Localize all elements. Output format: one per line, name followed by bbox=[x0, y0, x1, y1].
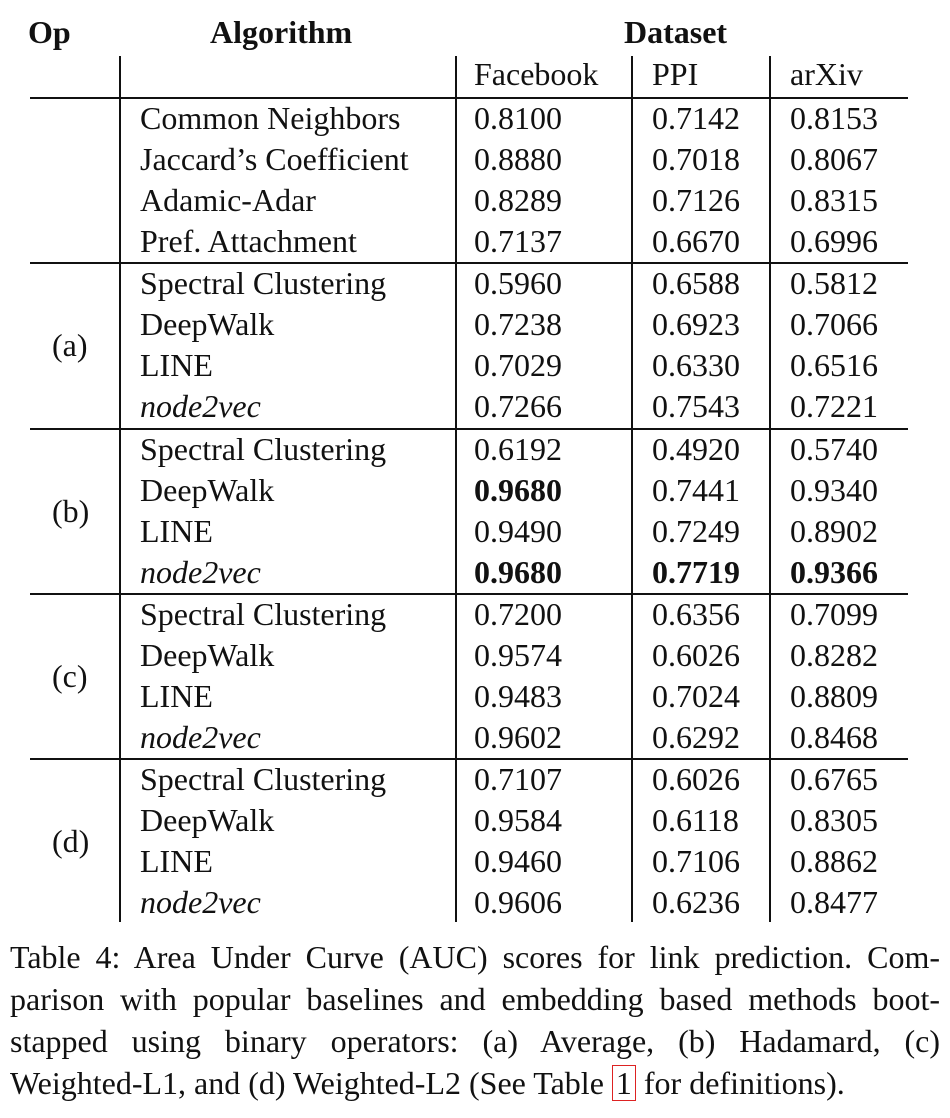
value-cell: 0.7719 bbox=[652, 554, 740, 590]
value-cell: 0.7238 bbox=[474, 306, 562, 342]
algorithm-cell: LINE bbox=[140, 513, 213, 549]
algorithm-cell: Adamic-Adar bbox=[140, 182, 316, 218]
value-cell: 0.9680 bbox=[474, 554, 562, 590]
algorithm-cell: Spectral Clustering bbox=[140, 265, 387, 301]
header-dataset: Dataset bbox=[624, 14, 728, 50]
value-cell: 0.8282 bbox=[790, 637, 878, 673]
value-cell: 0.7200 bbox=[474, 596, 562, 632]
value-cell: 0.9680 bbox=[474, 472, 562, 508]
value-cell: 0.7249 bbox=[652, 513, 740, 549]
algorithm-cell: Jaccard’s Coefficient bbox=[140, 141, 409, 177]
caption-line-2: parison with popular baselines and embedding based methods boot- bbox=[10, 981, 940, 1017]
value-cell: 0.9584 bbox=[474, 802, 562, 838]
algorithm-cell: node2vec bbox=[140, 388, 261, 424]
value-cell: 0.9366 bbox=[790, 554, 878, 590]
value-cell: 0.7221 bbox=[790, 388, 878, 424]
value-cell: 0.8809 bbox=[790, 678, 878, 714]
value-cell: 0.9460 bbox=[474, 843, 562, 879]
value-cell: 0.6118 bbox=[652, 802, 739, 838]
algorithm-cell: node2vec bbox=[140, 554, 261, 590]
header-op: Op bbox=[28, 14, 71, 50]
value-cell: 0.9602 bbox=[474, 719, 562, 755]
value-cell: 0.7137 bbox=[474, 223, 562, 259]
op-label: (a) bbox=[52, 326, 88, 363]
value-cell: 0.6996 bbox=[790, 223, 878, 259]
algorithm-cell: Spectral Clustering bbox=[140, 761, 387, 797]
value-cell: 0.6026 bbox=[652, 637, 740, 673]
algorithm-cell: DeepWalk bbox=[140, 802, 275, 838]
value-cell: 0.6356 bbox=[652, 596, 740, 632]
algorithm-cell: DeepWalk bbox=[140, 306, 275, 342]
algorithm-cell: Spectral Clustering bbox=[140, 596, 387, 632]
caption-line-4-start: Weighted-L1, and (d) Weighted-L2 (See Table bbox=[10, 1065, 612, 1101]
value-cell: 0.6026 bbox=[652, 761, 740, 797]
value-cell: 0.6516 bbox=[790, 347, 878, 383]
caption-line-3: stapped using binary operators: (a) Average, (b) Hadamard, (c) bbox=[10, 1023, 940, 1059]
value-cell: 0.6765 bbox=[790, 761, 878, 797]
op-label: (b) bbox=[52, 492, 90, 529]
algorithm-cell: LINE bbox=[140, 843, 213, 879]
value-cell: 0.7441 bbox=[652, 472, 740, 508]
value-cell: 0.8305 bbox=[790, 802, 878, 838]
column-divider-ppi bbox=[769, 56, 771, 922]
value-cell: 0.7142 bbox=[652, 100, 740, 136]
header-arxiv: arXiv bbox=[790, 56, 863, 92]
value-cell: 0.9340 bbox=[790, 472, 878, 508]
table-reference-link[interactable]: 1 bbox=[612, 1065, 636, 1101]
value-cell: 0.7543 bbox=[652, 388, 740, 424]
value-cell: 0.8100 bbox=[474, 100, 562, 136]
value-cell: 0.7024 bbox=[652, 678, 740, 714]
value-cell: 0.5960 bbox=[474, 265, 562, 301]
value-cell: 0.6923 bbox=[652, 306, 740, 342]
value-cell: 0.9606 bbox=[474, 884, 562, 920]
value-cell: 0.6588 bbox=[652, 265, 740, 301]
value-cell: 0.9490 bbox=[474, 513, 562, 549]
column-divider-op bbox=[119, 56, 121, 922]
value-cell: 0.7266 bbox=[474, 388, 562, 424]
caption-line-4 bbox=[10, 1062, 940, 1104]
caption-line-1: Table 4: Area Under Curve (AUC) scores for link prediction. Com- bbox=[10, 939, 940, 975]
value-cell: 0.5812 bbox=[790, 265, 878, 301]
value-cell: 0.8315 bbox=[790, 182, 878, 218]
header-algorithm: Algorithm bbox=[210, 14, 353, 50]
caption-line-4-end: for definitions). bbox=[635, 1065, 845, 1101]
value-cell: 0.7126 bbox=[652, 182, 740, 218]
value-cell: 0.6292 bbox=[652, 719, 740, 755]
op-label: (d) bbox=[52, 822, 90, 859]
column-divider-algorithm bbox=[455, 56, 457, 922]
algorithm-cell: Spectral Clustering bbox=[140, 431, 387, 467]
value-cell: 0.6192 bbox=[474, 431, 562, 467]
column-divider-facebook bbox=[631, 56, 633, 922]
value-cell: 0.7106 bbox=[652, 843, 740, 879]
algorithm-cell: Common Neighbors bbox=[140, 100, 401, 136]
algorithm-cell: DeepWalk bbox=[140, 472, 275, 508]
value-cell: 0.8067 bbox=[790, 141, 878, 177]
header-ppi: PPI bbox=[652, 56, 699, 92]
value-cell: 0.6330 bbox=[652, 347, 740, 383]
value-cell: 0.7066 bbox=[790, 306, 878, 342]
value-cell: 0.8862 bbox=[790, 843, 878, 879]
value-cell: 0.6670 bbox=[652, 223, 740, 259]
value-cell: 0.7029 bbox=[474, 347, 562, 383]
value-cell: 0.4920 bbox=[652, 431, 740, 467]
value-cell: 0.8477 bbox=[790, 884, 878, 920]
algorithm-cell: node2vec bbox=[140, 884, 261, 920]
value-cell: 0.7107 bbox=[474, 761, 562, 797]
op-label: (c) bbox=[52, 657, 88, 694]
algorithm-cell: LINE bbox=[140, 678, 213, 714]
table-caption bbox=[10, 936, 940, 1104]
value-cell: 0.7018 bbox=[652, 141, 740, 177]
value-cell: 0.8468 bbox=[790, 719, 878, 755]
value-cell: 0.7099 bbox=[790, 596, 878, 632]
value-cell: 0.6236 bbox=[652, 884, 740, 920]
value-cell: 0.9574 bbox=[474, 637, 562, 673]
value-cell: 0.8153 bbox=[790, 100, 878, 136]
value-cell: 0.8289 bbox=[474, 182, 562, 218]
algorithm-cell: node2vec bbox=[140, 719, 261, 755]
value-cell: 0.8902 bbox=[790, 513, 878, 549]
value-cell: 0.9483 bbox=[474, 678, 562, 714]
value-cell: 0.8880 bbox=[474, 141, 562, 177]
algorithm-cell: Pref. Attachment bbox=[140, 223, 357, 259]
algorithm-cell: DeepWalk bbox=[140, 637, 275, 673]
algorithm-cell: LINE bbox=[140, 347, 213, 383]
header-facebook: Facebook bbox=[474, 56, 599, 92]
value-cell: 0.5740 bbox=[790, 431, 878, 467]
